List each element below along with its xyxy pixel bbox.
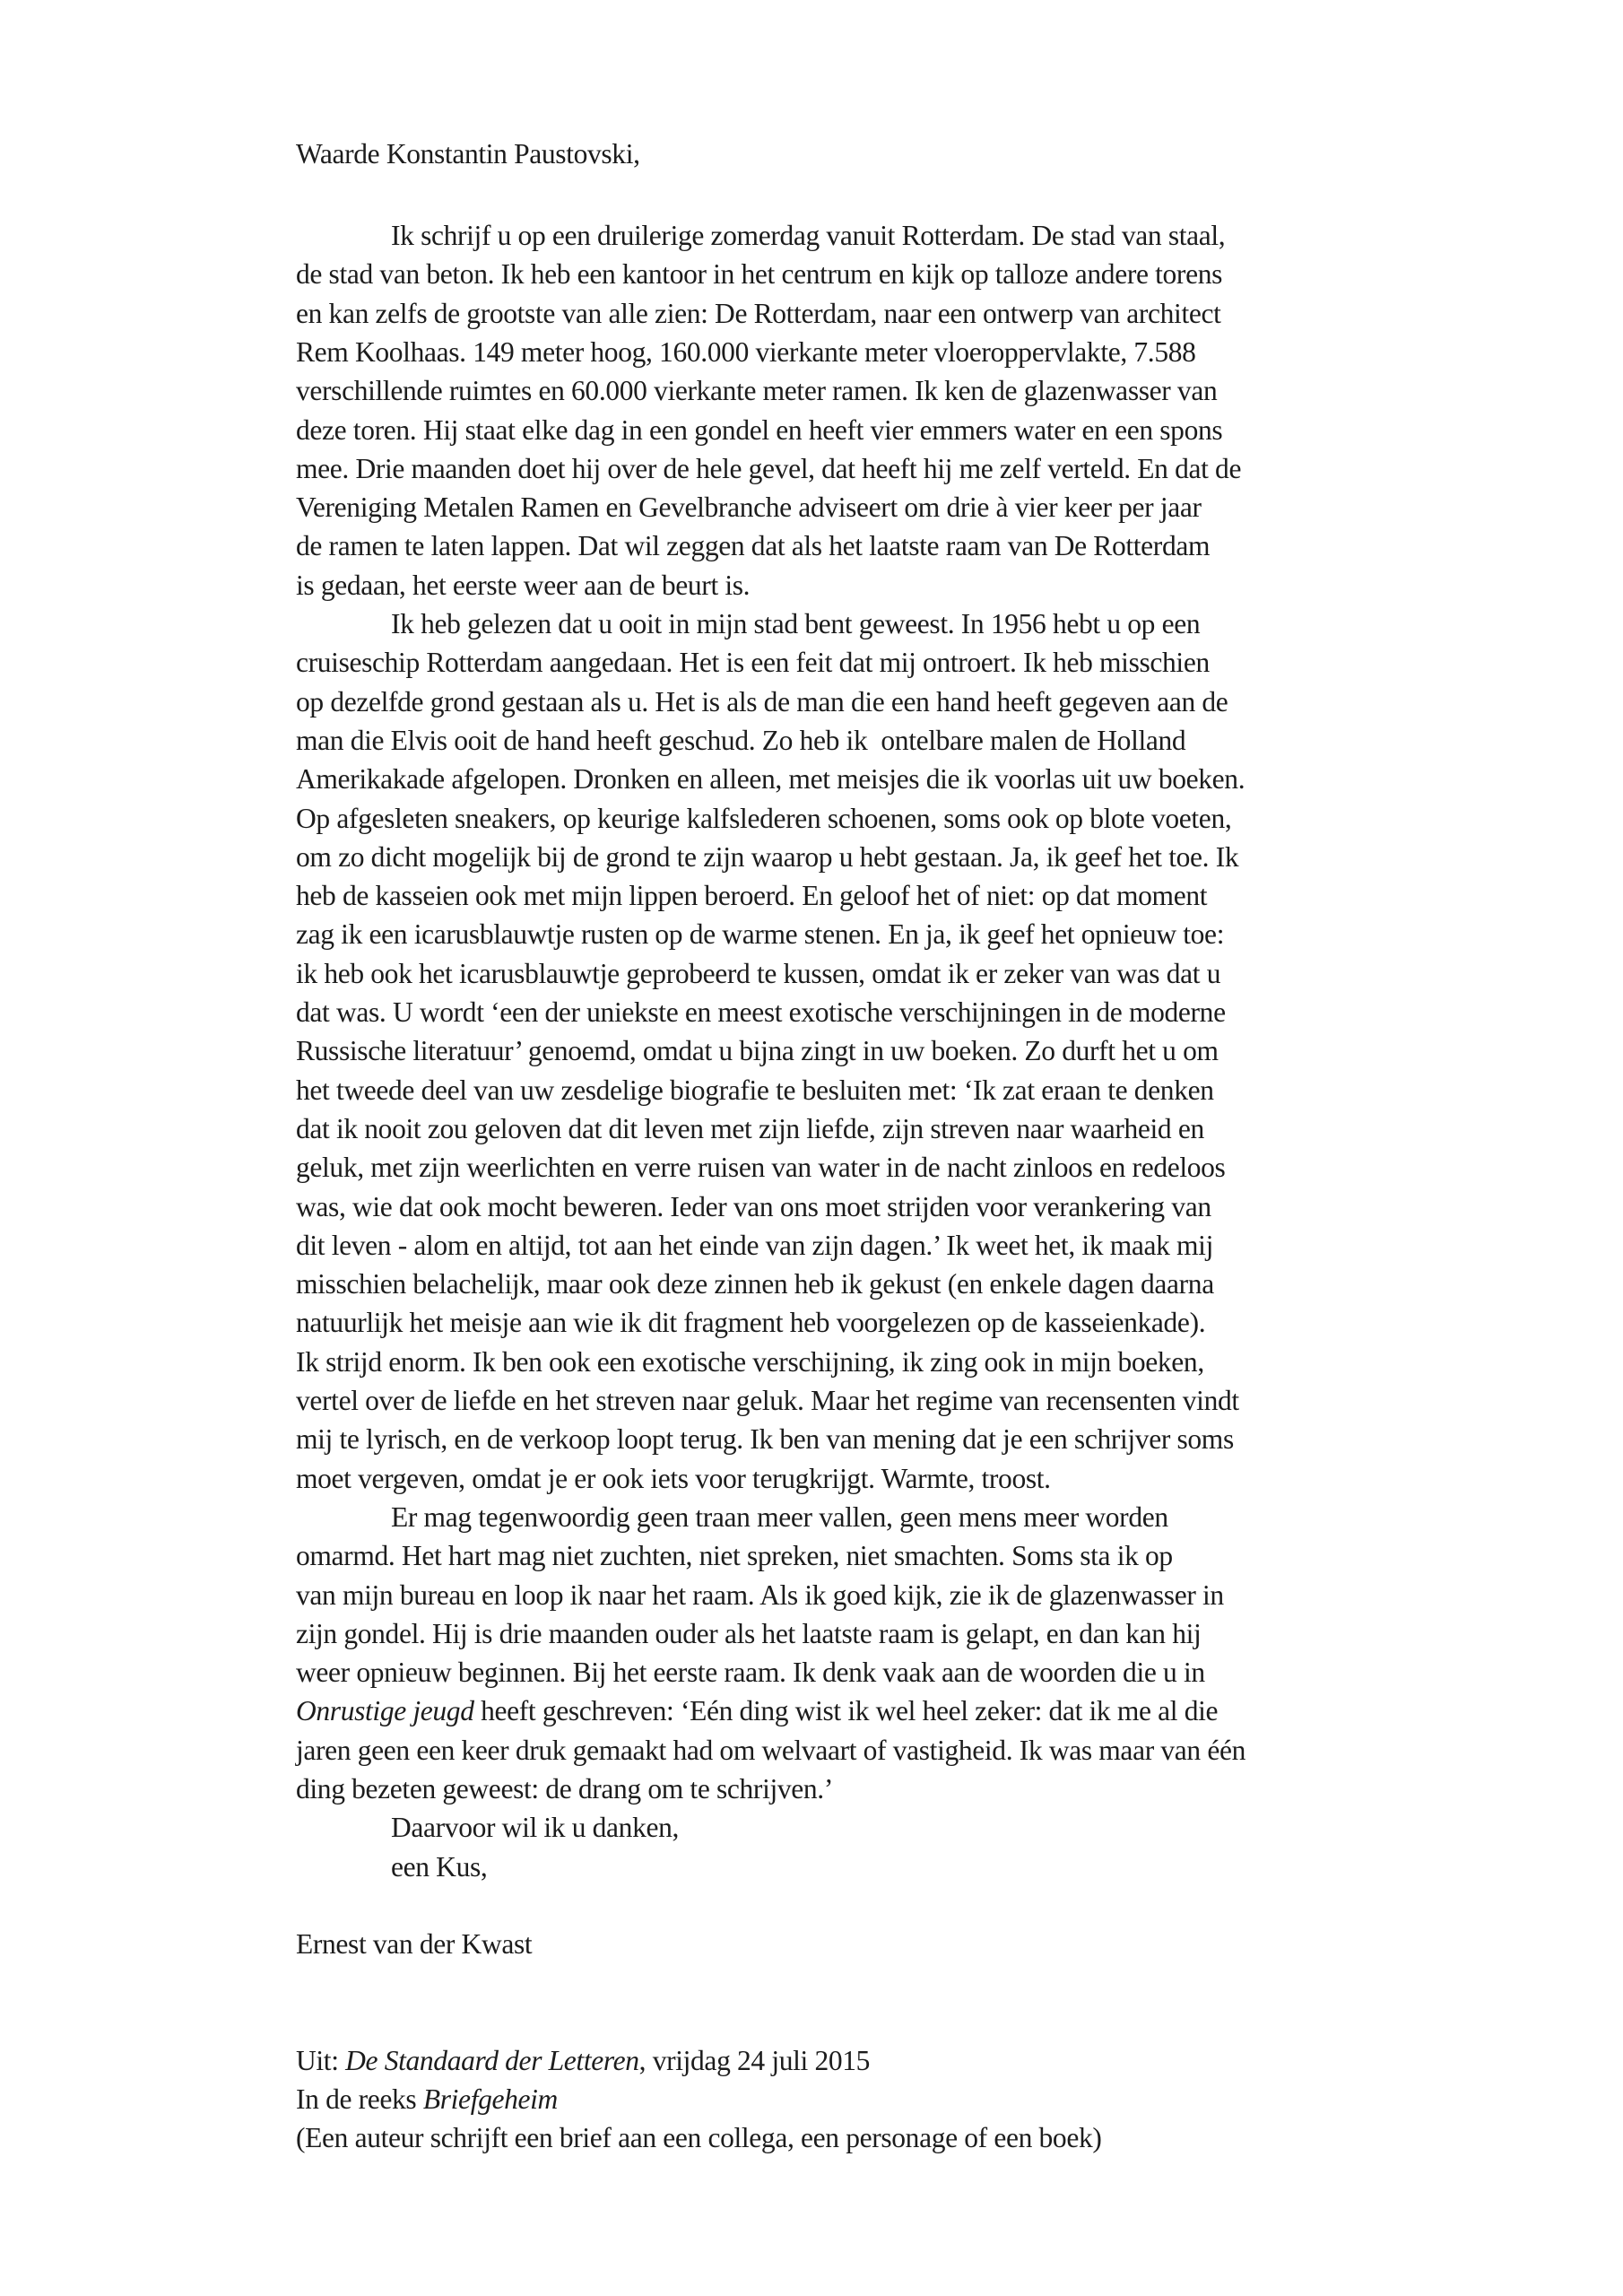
greeting: Waarde Konstantin Paustovski, xyxy=(296,138,640,170)
body-line-text: verschillende ruimtes en 60.000 vierkante meter ramen. Ik ken de glazenwasser van xyxy=(296,375,1218,407)
body-line-text: de stad van beton. Ik heb een kantoor in het centrum en kijk op talloze andere torens xyxy=(296,258,1223,291)
body-line-text: zijn gondel. Hij is drie maanden ouder als het laatste raam is gelapt, en dan kan hij xyxy=(296,1617,1202,1649)
body-line-text: mee. Drie maanden doet hij over de hele gevel, dat heeft hij me zelf verteld. En dat de xyxy=(296,452,1242,484)
body-line xyxy=(296,1731,1245,1770)
body-line-text: op dezelfde grond gestaan als u. Het is als de man die een hand heeft gegeven aan de xyxy=(296,685,1228,718)
body-line xyxy=(296,1536,1173,1575)
body-line xyxy=(296,1226,1213,1265)
publication-date: , vrijdag 24 juli 2015 xyxy=(638,2045,871,2076)
body-line-text: dit leven - alom en altijd, tot aan het einde van zijn dagen.’ Ik weet het, ik maak mij xyxy=(296,1229,1213,1261)
body-line xyxy=(391,1808,679,1847)
body-line-text: en kan zelfs de grootste van alle zien: De Rotterdam, naar een ontwerp van architect xyxy=(296,297,1221,329)
body-line-text: moet vergeven, omdat je er ook iets voor terugkrijgt. Warmte, troost. xyxy=(296,1462,1051,1494)
body-line-text: weer opnieuw beginnen. Bij het eerste raam. Ik denk vaak aan de woorden die u in xyxy=(296,1657,1205,1689)
body-line-text: deze toren. Hij staat elke dag in een gondel en heeft vier emmers water en een spons xyxy=(296,413,1223,446)
body-line-text: is gedaan, het eerste weer aan de beurt is. xyxy=(296,569,751,601)
body-line xyxy=(296,993,1226,1031)
body-line xyxy=(296,566,750,604)
body-line xyxy=(296,371,1217,410)
body-line-text: een Kus, xyxy=(391,1850,488,1883)
body-line xyxy=(296,1459,1051,1498)
body-line xyxy=(296,1653,1205,1692)
body-line-text: Russische literatuur’ genoemd, omdat u bijna zingt in uw boeken. Zo durft het u om xyxy=(296,1035,1219,1067)
body-line xyxy=(296,915,1224,953)
body-line xyxy=(296,1614,1201,1653)
body-line-text: ik heb ook het icarusblauwtje geprobeerd te kussen, omdat ik er zeker van was dat u xyxy=(296,957,1221,989)
body-line xyxy=(296,1148,1225,1187)
body-line-text: Rem Koolhaas. 149 meter hoog, 160.000 vierkante meter vloeroppervlakte, 7.588 xyxy=(296,335,1196,368)
body-line-text: dat ik nooit zou geloven dat dit leven met zijn liefde, zijn streven naar waarheid en xyxy=(296,1112,1204,1144)
body-line xyxy=(296,760,1245,798)
publication-title: De Standaard der Letteren xyxy=(345,2045,639,2076)
body-line-text: ding bezeten geweest: de drang om te schrijven.’ xyxy=(296,1773,833,1805)
source-prefix: Uit: xyxy=(296,2045,346,2076)
body-line-text: dat was. U wordt ‘een der uniekste en meest exotische verschijningen in de moderne xyxy=(296,996,1226,1028)
body-line xyxy=(296,1343,1204,1381)
body-line-text: om zo dicht mogelijk bij de grond te zijn waarop u hebt gestaan. Ja, ik geef het toe. Ik xyxy=(296,840,1239,873)
body-line xyxy=(296,1071,1214,1109)
body-line-text: Op afgesleten sneakers, op keurige kalfslederen schoenen, soms ook op blote voeten, xyxy=(296,802,1232,834)
body-line xyxy=(296,1381,1239,1420)
body-line xyxy=(296,1692,1218,1730)
body-line xyxy=(296,1303,1205,1342)
body-line xyxy=(296,876,1207,915)
body-line-text: Daarvoor wil ik u danken, xyxy=(391,1812,680,1844)
body-line xyxy=(391,216,1225,255)
body-line-text: Er mag tegenwoordig geen traan meer vallen, geen mens meer worden xyxy=(391,1500,1168,1533)
book-title: Onrustige jeugd xyxy=(296,1695,474,1727)
body-line xyxy=(296,1187,1211,1226)
body-line xyxy=(296,838,1238,876)
source-line-series xyxy=(296,2080,558,2118)
body-line-text: Amerikakade afgelopen. Dronken en alleen, met meisjes die ik voorlas uit uw boeken. xyxy=(296,763,1245,796)
body-line xyxy=(391,1848,487,1886)
body-line-text: misschien belachelijk, maar ook deze zinnen heb ik gekust (en enkele dagen daarna xyxy=(296,1268,1214,1300)
body-line xyxy=(296,799,1231,838)
body-line-text: de ramen te laten lappen. Dat wil zeggen dat als het laatste raam van De Rotterdam xyxy=(296,530,1211,562)
body-line-text: Ik schrijf u op een druilerige zomerdag vanuit Rotterdam. De stad van staal, xyxy=(391,220,1226,251)
body-line-text: natuurlijk het meisje aan wie ik dit fragment heb voorgelezen op de kasseienkade). xyxy=(296,1307,1206,1339)
body-line xyxy=(391,604,1200,643)
body-line-text: Ik heb gelezen dat u ooit in mijn stad bent geweest. In 1956 hebt u op een xyxy=(391,608,1201,639)
body-line xyxy=(296,411,1222,449)
body-line xyxy=(296,294,1221,333)
body-line xyxy=(296,721,1185,760)
body-line-text: Vereniging Metalen Ramen en Gevelbranche adviseert om drie à vier keer per jaar xyxy=(296,491,1202,524)
body-line-text: cruiseschip Rotterdam aangedaan. Het is een feit dat mij ontroert. Ik heb misschien xyxy=(296,647,1210,679)
body-line xyxy=(296,643,1210,682)
body-line xyxy=(296,488,1202,526)
body-line xyxy=(296,683,1228,721)
signature: Ernest van der Kwast xyxy=(296,1928,533,1960)
source-line-description: (Een auteur schrijft een brief aan een collega, een personage of een boek) xyxy=(296,2122,1102,2153)
body-line xyxy=(296,1109,1204,1148)
body-line-text: was, wie dat ook mocht beweren. Ieder van ons moet strijden voor verankering van xyxy=(296,1190,1211,1222)
body-line xyxy=(296,1031,1219,1070)
body-line-text: heb de kasseien ook met mijn lippen beroerd. En geloof het of niet: op dat moment xyxy=(296,880,1208,912)
series-prefix: In de reeks xyxy=(296,2083,423,2115)
body-line-text: mij te lyrisch, en de verkoop loopt terug. Ik ben van mening dat je een schrijver soms xyxy=(296,1423,1234,1456)
body-line-text: geluk, met zijn weerlichten en verre ruisen van water in de nacht zinloos en redeloos xyxy=(296,1152,1226,1184)
body-line xyxy=(391,1498,1168,1536)
body-line xyxy=(296,954,1220,993)
body-line-text: Ik strijd enorm. Ik ben ook een exotische verschijning, ik zing ook in mijn boeken, xyxy=(296,1345,1204,1378)
body-line-text: het tweede deel van uw zesdelige biografie te besluiten met: ‘Ik zat eraan te denken xyxy=(296,1074,1214,1106)
body-line-text: van mijn bureau en loop ik naar het raam. Als ik goed kijk, zie ik de glazenwasser in xyxy=(296,1578,1224,1611)
body-line-text: vertel over de liefde en het streven naar geluk. Maar het regime van recensenten vindt xyxy=(296,1385,1239,1416)
series-title: Briefgeheim xyxy=(422,2083,558,2115)
body-line-text: omarmd. Het hart mag niet zuchten, niet spreken, niet smachten. Soms sta ik op xyxy=(296,1540,1173,1572)
body-line-text: heeft geschreven: ‘Eén ding wist ik wel heel zeker: dat ik me al die xyxy=(473,1695,1219,1727)
body-line-text: man die Elvis ooit de hand heeft geschud. Zo heb ik ontelbare malen de Holland xyxy=(296,724,1186,756)
body-line xyxy=(296,1770,833,1808)
source-line-publication xyxy=(296,2041,870,2080)
body-line xyxy=(296,526,1210,565)
body-line xyxy=(296,1576,1224,1614)
body-line xyxy=(296,449,1241,488)
body-line xyxy=(296,255,1222,293)
body-line xyxy=(296,333,1196,371)
body-line xyxy=(296,1265,1214,1303)
body-line-text: zag ik een icarusblauwtje rusten op de warme stenen. En ja, ik geef het opnieuw toe: xyxy=(296,918,1225,951)
body-line xyxy=(296,1420,1234,1458)
body-line-text: jaren geen een keer druk gemaakt had om welvaart of vastigheid. Ik was maar van één xyxy=(296,1734,1245,1766)
